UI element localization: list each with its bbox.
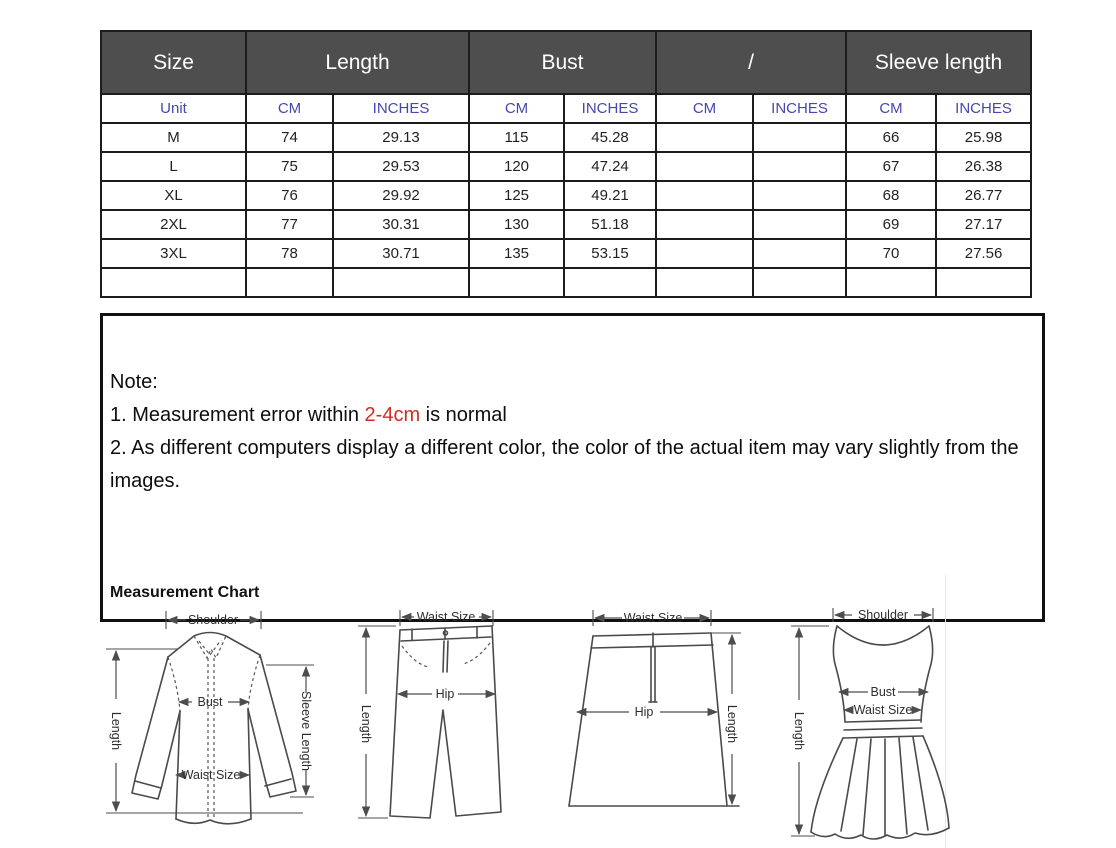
note-line-1-pre: 1. Measurement error within [110,404,365,426]
length-cm-cell: 76 [246,181,333,210]
note-title: Note: [110,371,158,393]
size-row-m [101,123,1031,152]
slash-in-cell [753,123,846,152]
skirt-outline [569,633,739,806]
note-line-2: 2. As different computers display a different color, the color of the actual item may vary slightly from the images. [110,437,1019,492]
header-slash: / [656,31,846,94]
slash-in-cell [753,239,846,268]
dress-outline [811,626,949,839]
length-cm-cell: 78 [246,239,333,268]
unit-row [101,94,1031,123]
bust-in-cell: 49.21 [564,181,656,210]
dress-bust-label: Bust [870,685,896,699]
size-row-3xl [101,239,1031,268]
bust-cm-cell: 125 [469,181,564,210]
slash-cm-cell [656,152,753,181]
unit-cm: CM [846,94,936,123]
skirt-diagram [565,606,750,820]
size-cell: 2XL [101,210,246,239]
sleeve-cm-cell: 69 [846,210,936,239]
pants-hip-label: Hip [435,687,455,701]
bust-cm-cell: 135 [469,239,564,268]
bust-in-cell: 47.24 [564,152,656,181]
pants-waist-label: Waist Size [416,610,476,624]
size-cell: 3XL [101,239,246,268]
slash-cm-cell [656,123,753,152]
unit-inches: INCHES [936,94,1031,123]
sleeve-in-cell: 26.38 [936,152,1031,181]
unit-inches: INCHES [753,94,846,123]
slash-in-cell [753,181,846,210]
shirt-dimensions [106,611,314,813]
slash-in-cell [753,210,846,239]
bust-cm-cell [469,268,564,297]
shirt-waist-label: Waist Size [181,768,241,782]
size-cell: M [101,123,246,152]
length-in-cell: 30.31 [333,210,469,239]
size-row-empty [101,268,1031,297]
sleeve-cm-cell: 68 [846,181,936,210]
header-bust: Bust [469,31,656,94]
skirt-dimensions [577,610,741,804]
skirt-waist-label: Waist Size [623,611,683,625]
pants-pockets [402,643,490,667]
pants-length-label: Length [359,704,373,744]
shirt-diagram [98,605,338,843]
length-in-cell: 30.71 [333,239,469,268]
dress-diagram [785,604,953,846]
shirt-shoulder-label: Shoulder [187,613,239,627]
note-box [100,313,1045,622]
dress-shoulder-label: Shoulder [857,608,909,622]
unit-label: Unit [101,94,246,123]
length-in-cell: 29.53 [333,152,469,181]
bust-in-cell [564,268,656,297]
length-cm-cell: 74 [246,123,333,152]
shirt-length-label: Length [109,711,123,751]
shirt-bust-label: Bust [197,695,223,709]
size-row-xl [101,181,1031,210]
unit-cm: CM [246,94,333,123]
header-row [101,31,1031,94]
sleeve-in-cell: 27.17 [936,210,1031,239]
header-sleeve-length: Sleeve length [846,31,1031,94]
sleeve-in-cell: 27.56 [936,239,1031,268]
unit-cm: CM [469,94,564,123]
bust-in-cell: 51.18 [564,210,656,239]
skirt-hip-label: Hip [634,705,654,719]
unit-inches: INCHES [564,94,656,123]
length-in-cell: 29.92 [333,181,469,210]
unit-cm: CM [656,94,753,123]
size-row-l [101,152,1031,181]
length-cm-cell: 75 [246,152,333,181]
length-in-cell [333,268,469,297]
skirt-length-label: Length [725,704,739,744]
note-line-1-post: is normal [420,404,507,426]
slash-cm-cell [656,268,753,297]
sleeve-in-cell: 26.77 [936,181,1031,210]
measurement-chart-title: Measurement Chart [110,584,260,601]
slash-cm-cell [656,239,753,268]
bust-cm-cell: 115 [469,123,564,152]
size-row-2xl [101,210,1031,239]
size-cell: XL [101,181,246,210]
slash-cm-cell [656,210,753,239]
length-cm-cell: 77 [246,210,333,239]
shirt-sleeve-length-label: Sleeve Length [299,691,313,771]
note-line-1 [110,399,1034,432]
bust-cm-cell: 120 [469,152,564,181]
sleeve-cm-cell: 67 [846,152,936,181]
note-line-1-highlight: 2-4cm [364,404,421,426]
slash-in-cell [753,152,846,181]
dress-length-label: Length [792,711,806,751]
shirt-outline [132,633,296,824]
bust-in-cell: 45.28 [564,123,656,152]
bust-cm-cell: 130 [469,210,564,239]
size-cell [101,268,246,297]
length-in-cell: 29.13 [333,123,469,152]
pants-outline [390,626,501,818]
slash-cm-cell [656,181,753,210]
header-length: Length [246,31,469,94]
dress-waist-label: Waist Size [853,703,913,717]
sleeve-cm-cell: 70 [846,239,936,268]
sleeve-cm-cell: 66 [846,123,936,152]
sleeve-cm-cell [846,268,936,297]
sleeve-in-cell: 25.98 [936,123,1031,152]
bust-in-cell: 53.15 [564,239,656,268]
pants-dimensions [358,610,495,818]
size-table [100,30,1032,298]
pants-diagram [350,606,510,824]
sleeve-in-cell [936,268,1031,297]
slash-in-cell [753,268,846,297]
length-cm-cell [246,268,333,297]
shirt-seams [168,636,260,819]
size-cell: L [101,152,246,181]
header-size: Size [101,31,246,94]
unit-inches: INCHES [333,94,469,123]
